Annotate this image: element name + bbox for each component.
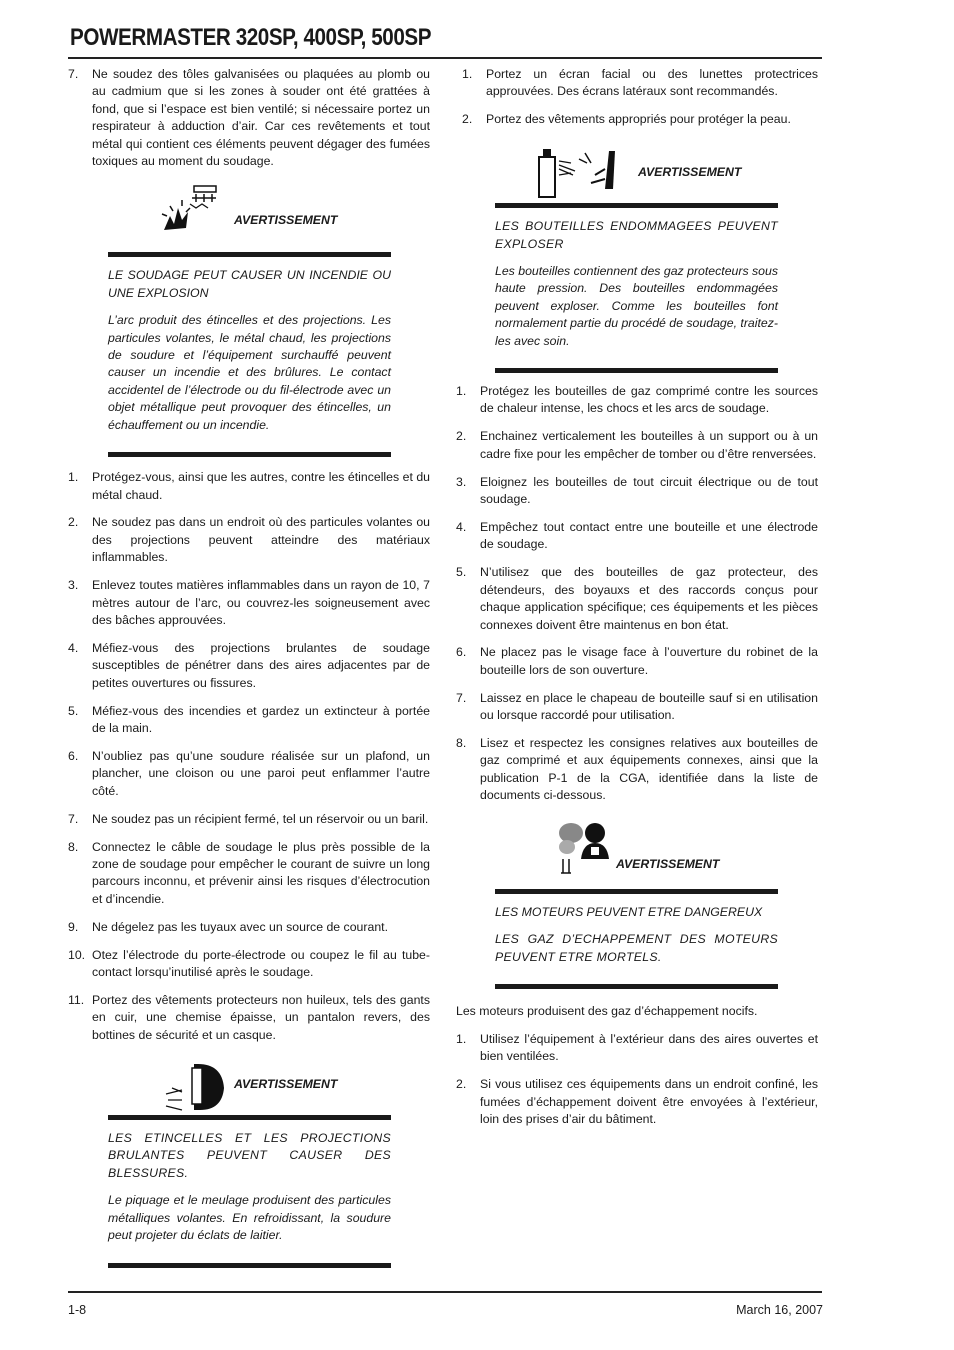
item-text: Empêchez tout contact entre une bouteille et une électrode de soudage. [480,520,818,552]
engine-exhaust-fumes-icon [555,819,617,883]
list-item [68,919,430,936]
list-item [456,519,818,554]
warning-heading: LES ETINCELLES ET LES PROJECTIONS BRULANTES PEUVENT CAUSER DES BLESSURES. [108,1131,391,1180]
list-item [68,748,430,800]
left-column [68,66,430,1268]
item-number: 7. [68,811,79,826]
item-number: 4. [68,640,79,655]
item-text: Ne placez pas le visage face à l’ouverture du robinet de la bouteille lors de son ouverture. [480,645,818,677]
item-number: 3. [68,578,79,593]
list-item [68,703,430,738]
item-number: 1. [462,67,473,81]
warning-body: Le piquage et le meulage produisent des particules métalliques volantes. En refroidissant, la soudure peut projeter du éclats de laitier. [108,1193,391,1243]
item-text: Otez l’électrode du porte-électrode ou coupez le fil au tube-contact lorsqu’inutilisé après le soudage. [92,947,430,979]
item-text: Portez un écran facial ou des lunettes protectrices approuvées. Des écrans latéraux sont recommandés. [486,67,818,99]
warning-body: Les bouteilles contiennent des gaz protecteurs sous haute pression. Des bouteilles endommagées peuvent exploser. Comme les bouteilles font normalement partie du procédé de soudage, traitez-les avec soin. [495,264,779,348]
item-text: Ne dégelez pas les tuyaux avec un source de courant. [92,919,388,934]
item-text: Ne soudez pas un récipient fermé, tel un réservoir ou un baril. [92,811,429,826]
warning-heading: LE SOUDAGE PEUT CAUSER UN INCENDIE OU UNE EXPLOSION [108,268,391,300]
list-item [68,811,430,828]
gas-cylinder-explosion-icon [535,145,627,199]
item-number: 8. [456,736,467,751]
header-rule [68,57,822,59]
item-number: 3. [456,474,467,489]
item-text: Enlevez toutes matières inflammables dans un rayon de 10, 7 mètres autour de l’arc, ou couvrez-les soigneusement avec des bâches approuvées. [92,578,430,627]
list-item [456,1076,818,1128]
item-text: Lisez et respectez les consignes relatives aux bouteilles de gaz comprimé et aux équipements connexes, ainsi que la publication P-1 de la CGA, identifiée dans la liste de documents ci-dessous. [480,736,818,803]
item-text: Protégez-vous, ainsi que les autres, contre les étincelles et du métal chaud. [92,470,430,502]
list-item [68,640,430,692]
item-text: Ne soudez pas dans un endroit où des particules volantes ou des projections peuvent atteindre des matériaux inflammables. [92,515,430,565]
list-item [68,469,430,504]
item-text: N’oubliez pas qu’une soudure réalisée sur un plafond, un plancher, une cloison ou une paroi peut enflammer l’autre côté. [92,748,430,798]
item-text: Portez des vêtements appropriés pour protéger la peau. [486,112,791,127]
list-item [456,644,818,679]
item-number: 2. [68,515,79,530]
item-number: 2. [456,1077,467,1092]
list-item [68,947,430,982]
item-number: 6. [456,645,467,660]
warning-bottom-bar [108,1263,391,1268]
item-number: 5. [456,565,467,580]
warning-sparks: AVERTISSEMENT LES ETINCELLES ET LES PROJECTIONS BRULANTES PEUVENT CAUSER DES BLESSURES. Le piquage et le meulage produisent des particules métalliques volantes. En refroidissant, la soudure peut projeter du éclats de laitier. [108,1058,391,1267]
item-number: 6. [68,748,79,763]
list-item [456,428,818,463]
list-item [68,577,430,629]
warning-engines: AVERTISSEMENT LES MOTEURS PEUVENT ETRE DANGEREUX LES GAZ D’ECHAPPEMENT DES MOTEURS PEUVENT ETRE MORTELS. [495,819,778,989]
list-item [456,1031,818,1066]
warning-heading: LES BOUTEILLES ENDOMMAGEES PEUVENT EXPLOSER [495,219,778,251]
item-text: Méfiez-vous des incendies et gardez un extincteur à portée de la main. [92,703,430,735]
warning-body: L’arc produit des étincelles et des projections. Les particules volantes, le métal chaud, les projections de soudure et l’équipement surchauffé peuvent causer un incendie et des brûlures. Le contact accidentel de l’électrode ou du fil-électrode avec un objet métallique peut provoquer des étincelles, un échauffement ou un incendie. [108,313,391,432]
item-text: Méfiez-vous des projections brulantes de soudage susceptibles de pénétrer dans des aires adjacentes par de petites ouvertures ou fissures. [92,640,430,690]
item-number: 7. [456,690,467,705]
list-item [456,474,818,509]
item-number: 11. [68,992,85,1007]
item-number: 1. [68,470,79,485]
engine-intro: Les moteurs produisent des gaz d’échappement nocifs. [456,1003,758,1018]
item-text: Eloignez les bouteilles de tout circuit électrique ou de tout soudage. [480,474,818,507]
item-number: 1. [456,384,467,399]
warning-fire: AVERTISSEMENT LE SOUDAGE PEUT CAUSER UN INCENDIE OU UNE EXPLOSION L’arc produit des étincelles et des projections. Les particules volantes, le métal chaud, les projections de soudure et l’équipement surchauffé peuvent causer un incendie et des brûlures. Le contact accidentel de l’électrode ou du fil-électrode avec un objet métallique peut provoquer des étincelles, un échauffement ou un incendie. [108,184,391,457]
list-item [68,992,430,1044]
list-item [456,383,818,418]
item-number: 4. [456,520,467,534]
item-text: N’utilisez que des bouteilles de gaz protecteur, des détendeurs, des boyauxs et des raccords conçus pour chaque application spécifique; ces équipements et les pièces connexes doivent être maintenus en bon état. [480,565,818,632]
item-number: 9. [68,919,79,934]
footer-rule [68,1291,822,1293]
list-item [456,735,818,805]
spark-precautions-list [456,66,818,129]
item-text: Utilisez l’équipement à l’extérieur dans des aires ouvertes et bien ventilées. [480,1031,818,1064]
list-item [68,839,430,909]
item-text: Connectez le câble de soudage le plus près possible de la zone de soudage pour empêcher le courant de suivre un long parcours inconnu, et prévenir ainsi les risques d’électrocution et d’incendie. [92,839,430,906]
item-text: Si vous utilisez ces équipements dans un endroit confiné, les fumées d’échappement doivent être envoyées à l’extérieur, loin des prises d’air du bâtiment. [480,1077,818,1126]
page-title: POWERMASTER 320SP, 400SP, 500SP [70,24,432,51]
page-number: 1-8 [68,1303,87,1317]
list-item [462,111,818,128]
engine-precautions-list [456,1031,818,1129]
list-item [68,514,430,566]
item-text: Enchainez verticalement les bouteilles à un support ou à un cadre fixe pour les empêcher de tomber ou d’être renversées. [480,429,818,461]
list-item [456,564,818,634]
item-text: Portez des vêtements protecteurs non huileux, tels des gants en cuir, une chemise épaisse, un pantalon revers, des bottines de sécurité et un casque. [92,992,430,1042]
fire-explosion-icon [160,184,222,234]
cylinder-precautions-list [456,383,818,805]
list-item [462,66,818,101]
item-number: 2. [456,429,467,444]
list-item: 7. Ne soudez des tôles galvanisées ou plaquées au plomb ou au cadmium que si les zones à souder ont été grattées à fond, que si l’espace est bien ventilé; si nécessaire portez un respirateur à adduction d’air. Car ces revêtements et tout métal qui contient ces éléments peuvent dégager des fumées toxiques au moment du soudage. [68,67,430,169]
item-number: 8. [68,839,79,854]
item-text: Laissez en place le chapeau de bouteille sauf si en utilisation ou lorsque raccordé pour utilisation. [480,690,818,723]
warning-bottom-bar [108,452,391,457]
list-item [456,690,818,725]
warning-bottom-bar [495,984,778,989]
right-column [456,66,818,1139]
fire-precautions-list [68,469,430,1044]
warning-body: LES GAZ D’ECHAPPEMENT DES MOTEURS PEUVENT ETRE MORTELS. [495,932,778,964]
item-number: 10. [68,947,86,962]
warning-bottom-bar [495,368,778,373]
item-number: 1. [456,1031,467,1046]
welding-helmet-sparks-icon [164,1060,228,1112]
item-number: 2. [462,112,473,127]
warning-heading: LES MOTEURS PEUVENT ETRE DANGEREUX [495,904,763,919]
warning-cylinders: AVERTISSEMENT LES BOUTEILLES ENDOMMAGEES PEUVENT EXPLOSER Les bouteilles contiennent des gaz protecteurs sous haute pression. Des bouteilles endommagées peuvent exploser. Comme les bouteilles font normalement partie du procédé de soudage, traitez-les avec soin. [495,139,778,373]
item-text: Protégez les bouteilles de gaz comprimé contre les sources de chaleur intense, les chocs et les arcs de soudage. [480,384,818,416]
item-number: 5. [68,703,79,718]
footer-date: March 16, 2007 [736,1303,823,1317]
